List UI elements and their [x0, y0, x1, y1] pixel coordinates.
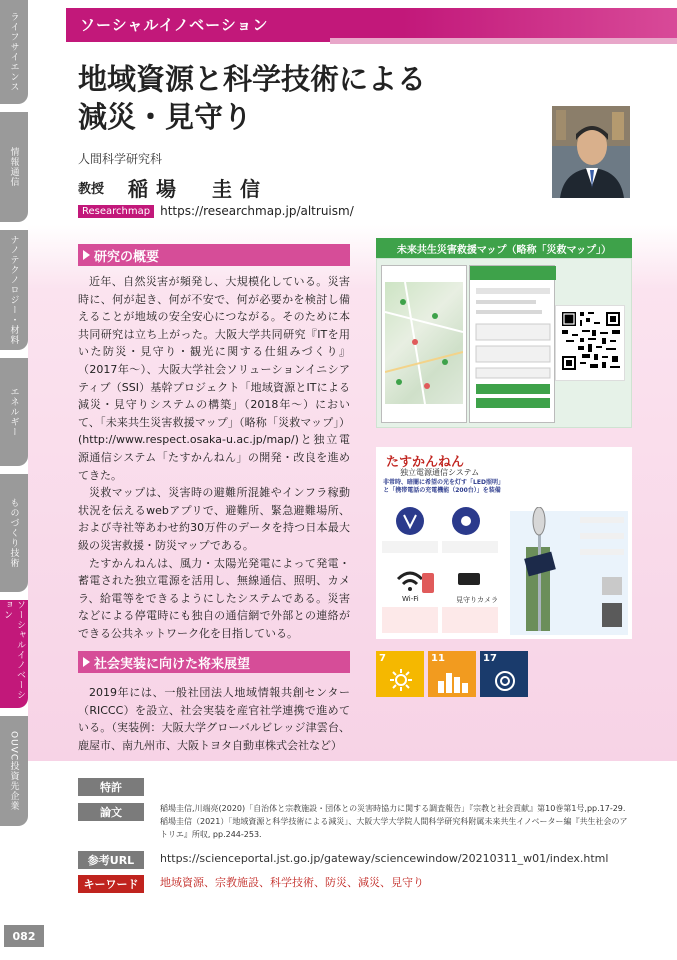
sdg-11-icon: 11 — [428, 651, 476, 697]
page-number: 082 — [4, 925, 44, 947]
section-label: ソーシャルイノベーション — [80, 16, 269, 34]
rank: 教授 — [78, 182, 105, 197]
figure1-map-screens — [376, 258, 632, 428]
sdg-17-icon: 17 — [480, 651, 528, 697]
page-title: 地域資源と科学技術による 減災・見守り — [78, 62, 427, 134]
map-image — [385, 282, 463, 404]
future-body — [78, 684, 350, 754]
researchmap-badge: Researchmap — [78, 205, 154, 218]
phone-screen-form — [469, 265, 555, 423]
figure2-subtitle: 独立電源通信システム — [400, 468, 480, 477]
affiliation: 人間科学研究科 — [78, 152, 163, 166]
researcher-name: 稲場 圭信 — [128, 177, 268, 201]
side-tab-manufacturing[interactable]: ものづくり技術 — [0, 474, 28, 592]
researcher-photo — [552, 106, 630, 198]
figure2-title: たすかんねん — [386, 455, 465, 470]
figure2-caption: 非常時、暗闇に希望の光を灯す「LED照明」と「携帯電話の充電機能（200台）」を装備 — [383, 479, 501, 494]
figure2-tasukannen — [376, 447, 632, 639]
header-stripe — [330, 38, 677, 44]
future-paragraph: 2019年には、一般社団法人地域情報共創センター（RICCC）を設立、社会実装を産官社学連携で進めている。（実装例：大阪大学グローバルビレッジ津雲台、鹿屋市、南九州市、大阪トヨタ自動車株式会社など） — [78, 686, 350, 752]
reference-url-link[interactable]: https://scienceportal.jst.go.jp/gateway/sciencewindow/20210311_w01/index.html — [160, 852, 609, 865]
future-heading: 社会実装に向けた将来展望 — [78, 651, 350, 673]
wifi-label: Wi-Fi — [402, 595, 419, 603]
patent-label: 特許 — [78, 778, 144, 796]
overview-body — [78, 273, 350, 642]
overview-paragraph: 近年、自然災害が頻発し、大規模化している。災害時に、何が起き、何が不安で、何が必要かを検討し備えることが地域の安全安心につながる。そのために本共同研究は立ち上がった。大阪大学共同研究『ITを用いた防災・見守り・観光に関する仕組みづくり』（2017年〜）、大阪大学社会ソリューションイニシアティブ（SSI）基幹プロジェクト「地域資源とITによる減災・見守りシステムの構築」（2018年〜）において、「未来共生災害救援マップ」（略称「災救マップ」）(http://www.respect.osaka-u.ac.jp/map/)と独立電源通信システム「たすかんねん」の開発・改良を進めてきた。 — [78, 275, 350, 482]
sdg-7-icon: 7 — [376, 651, 424, 697]
figure1-title: 未来共生災害救援マップ（略称「災救マップ」） — [376, 238, 632, 258]
overview-paragraph: たすかんねんは、風力・太陽光発電によって発電・蓄電された独立電源を活用し、無線通信、照明、カメラ、給電等をできるようにしたシステムである。災害などによる停電時にも独自の通信網で外部との連絡ができる公共ネットワーク化を目指している。 — [78, 556, 350, 640]
reference-url-label: 参考URL — [78, 851, 144, 869]
keyword-label: キーワード — [78, 875, 144, 893]
paper-text: 稲場圭信,川端亮(2020)「自治体と宗教施設・団体との災害時協力に関する調査報告」『宗教と社会貢献』第10巻第1号,pp.17-29. 稲場圭信（2021）「地域資源と科学技術による減災」、大阪大学大学院人間科学研究科附属未来共生イノベーター編『共生社会のアトリエ』所収, pp.244-253. — [160, 804, 628, 839]
side-tab-social-innovation[interactable]: ソーシャルイノベーション — [0, 600, 28, 708]
side-tab-ict[interactable]: 情報通信 — [0, 112, 28, 222]
side-tab-ouvc[interactable]: OUVC投資先企業 — [0, 716, 28, 826]
qr-code[interactable] — [555, 305, 625, 381]
camera-label: 見守りカメラ — [456, 596, 498, 604]
side-tab-energy[interactable]: エネルギー — [0, 358, 28, 466]
phone-screen-map — [381, 265, 467, 423]
side-tab-life-science[interactable]: ライフサイエンス — [0, 0, 28, 104]
overview-heading: 研究の概要 — [78, 244, 350, 266]
keyword-text: 地域資源、宗教施設、科学技術、防災、減災、見守り — [160, 876, 424, 889]
side-tab-nanotech[interactable]: ナノテクノロジー・材料 — [0, 230, 28, 350]
overview-paragraph: 災救マップは、災害時の避難所混雑やインフラ稼動状況を伝えるwebアプリで、避難所、緊急避難場所、および寺社等あわせ約30万件のデータを持つ日本最大級の災害救援・防災マップである。 — [78, 486, 350, 552]
paper-label: 論文 — [78, 803, 144, 821]
side-navigation — [0, 0, 28, 900]
researchmap-row — [78, 204, 354, 218]
researchmap-link[interactable]: https://researchmap.jp/altruism/ — [160, 204, 354, 218]
